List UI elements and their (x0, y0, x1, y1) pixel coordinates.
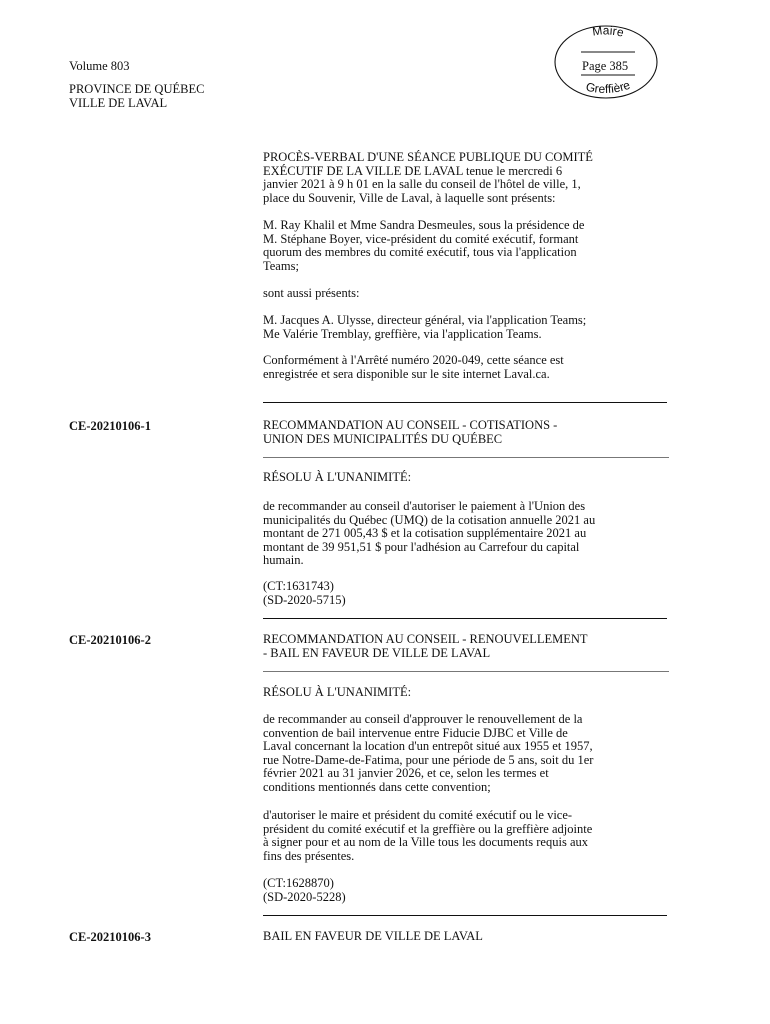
title-divider (263, 457, 669, 458)
stamp-top-text: Maire (591, 23, 626, 40)
city-label: VILLE DE LAVAL (69, 96, 168, 110)
resolution-text-2: de recommander au conseil d'approuver le renouvellement de la convention de bail intervenue entre Fiducie DJBC et Ville de Laval concernant la location d'un entrepôt situé aux 1955 et 1957, rue Notre-Dame-de-Fatima, pour une période de 5 ans, soit du 1er février 2021 au 31 janvier 2026, et ce, selon les termes et conditions mentionnés dans cette convention; (263, 712, 594, 794)
province-label: PROVINCE DE QUÉBEC (69, 82, 205, 96)
section-divider (263, 402, 667, 403)
resolution-title-1: RECOMMANDATION AU CONSEIL - COTISATIONS - UNION DES MUNICIPALITÉS DU QUÉBEC (263, 418, 558, 446)
recording-notice: Conformément à l'Arrêté numéro 2020-049, cette séance est enregistrée et sera disponible sur le site internet Laval.ca. (263, 353, 564, 381)
resolution-text-1: de recommander au conseil d'autoriser le paiement à l'Union des municipalités du Québec (UMQ) de la cotisation annuelle 2021 au montant de 271 005,43 $ et la cotisation supplémentaire 2021 au montant de 39 951,51 $ pour l'adhésion au Carrefour du capital humain. (263, 499, 596, 567)
meeting-title: PROCÈS-VERBAL D'UNE SÉANCE PUBLIQUE DU COMITÉ EXÉCUTIF DE LA VILLE DE LAVAL tenue le mercredi 6 janvier 2021 à 9 h 01 en la salle du conseil de l'hôtel de ville, 1, place du Souvenir, Ville de Laval, à laquelle sont présents: (263, 150, 593, 205)
resolution-code-3: CE-20210106-3 (69, 930, 151, 944)
resolution-text-2b: d'autoriser le maire et président du comité exécutif ou le vice- président du comité exécutif et la greffière ou la greffière adjointe à signer pour et au nom de la Ville tous les documents requis aux fins des présentes. (263, 808, 593, 863)
members-present: M. Ray Khalil et Mme Sandra Desmeules, sous la présidence de M. Stéphane Boyer, vice-président du comité exécutif, formant quorum des membres du comité exécutif, tous via l'application Teams; (263, 218, 585, 273)
section-divider (263, 915, 667, 916)
also-present-list: M. Jacques A. Ulysse, directeur général, via l'application Teams; Me Valérie Tremblay, greffière, via l'application Teams. (263, 313, 587, 341)
resolved-label-1: RÉSOLU À L'UNANIMITÉ: (263, 470, 412, 484)
also-present-label: sont aussi présents: (263, 286, 360, 300)
section-divider (263, 618, 667, 619)
resolution-refs-1: (CT:1631743) (SD-2020-5715) (263, 579, 346, 607)
resolution-title-3: BAIL EN FAVEUR DE VILLE DE LAVAL (263, 929, 483, 943)
page-number: Page 385 (582, 59, 629, 73)
title-divider (263, 671, 669, 672)
resolved-label-2: RÉSOLU À L'UNANIMITÉ: (263, 685, 412, 699)
resolution-code-2: CE-20210106-2 (69, 633, 151, 647)
resolution-title-2: RECOMMANDATION AU CONSEIL - RENOUVELLEMENT - BAIL EN FAVEUR DE VILLE DE LAVAL (263, 632, 588, 660)
resolution-code-1: CE-20210106-1 (69, 419, 151, 433)
stamp-bottom-text: Greffière (584, 77, 632, 97)
volume-label: Volume 803 (69, 59, 130, 73)
resolution-refs-2: (CT:1628870) (SD-2020-5228) (263, 876, 346, 904)
